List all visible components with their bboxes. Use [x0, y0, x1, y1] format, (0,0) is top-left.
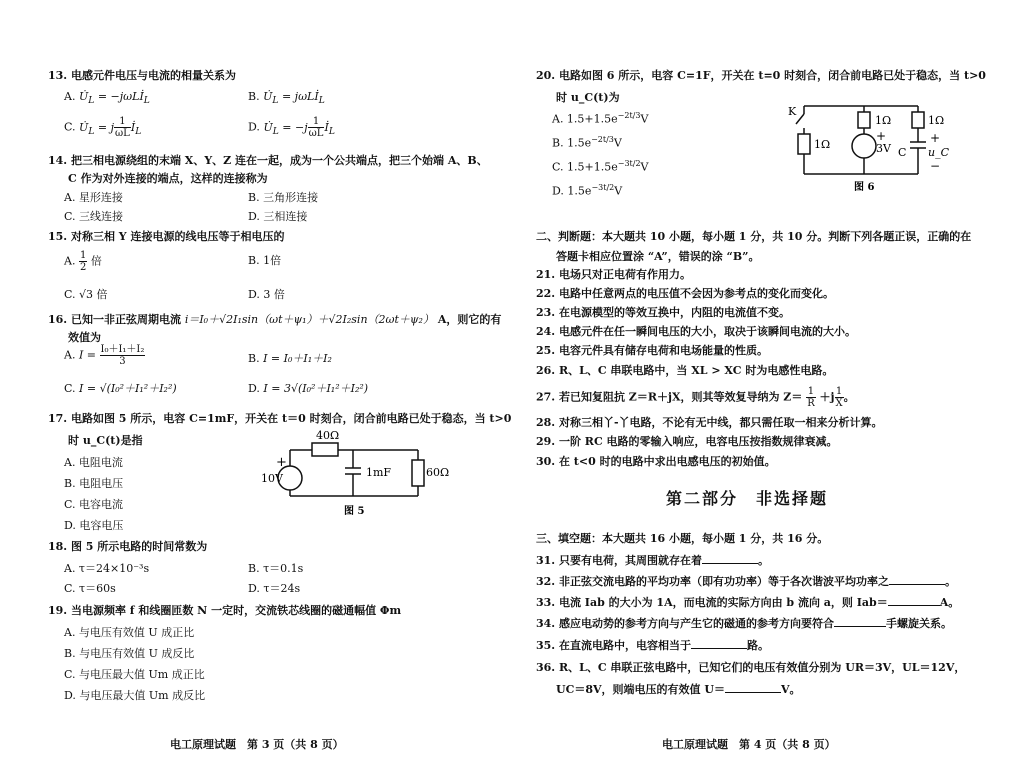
q20-option-c: C. $1.5+1.5e^{-3t/2}V$ — [552, 159, 649, 174]
q15-stem: 15. 对称三相 Y 连接电源的线电压等于相电压的 — [48, 230, 285, 243]
q16-option-b: B. I = I₀＋I₁＋I₂ — [248, 352, 332, 365]
fig6-caption: 图 6 — [854, 182, 875, 193]
fig5-r2-label: 60Ω — [426, 466, 450, 479]
fig6-source-label: 3V — [876, 142, 891, 155]
q18-option-b: B. τ＝0.1s — [248, 562, 304, 575]
q19-option-c: C. 与电压最大值 Um 成正比 — [64, 668, 205, 681]
q20-option-d: D. $1.5e^{-3t/2}V$ — [552, 183, 623, 198]
q19-option-d: D. 与电压最大值 Um 成反比 — [64, 689, 206, 702]
fig6-r3-label: 1Ω — [928, 114, 945, 127]
fig6-uc-minus: − — [930, 159, 941, 173]
q19-option-b: B. 与电压有效值 U 成反比 — [64, 647, 195, 660]
fill-item-33: 33. 电流 Iab 的大小为 1A，而电流的实际方向由 b 流向 a，则 Iab＝ A。 — [536, 596, 960, 609]
q13-option-b: B. $U̇_L$ = jωLİ$_L$ — [248, 90, 325, 107]
fill-item-31: 31. 只要有电荷，其周围就存在着 。 — [536, 554, 769, 567]
q18-stem: 18. 图 5 所示电路的时间常数为 — [48, 540, 208, 553]
q17-option-b: B. 电阻电压 — [64, 477, 124, 490]
q20-line1: 20. 电路如图 6 所示，电容 C=1F，开关在 t=0 时刻合，闭合前电路已处于稳态，当 t>0 — [536, 69, 986, 82]
q16-line1: 16. 已知一非正弦周期电流 i＝I₀＋√2I₁sin（ωt＋ψ₁）＋√2I₂sin（2ωt＋ψ₂） A，则它的有 — [48, 313, 502, 326]
fig6-cap-label: C — [898, 146, 907, 159]
fig5-caption: 图 5 — [344, 506, 365, 517]
fig5-source-label: 10V — [261, 472, 283, 485]
q19-option-a: A. 与电压有效值 U 成正比 — [64, 626, 195, 639]
q15-option-b: B. 1倍 — [248, 254, 282, 267]
fill-item-34: 34. 感应电动势的参考方向与产生它的磁通的参考方向要符合 手螺旋关系。 — [536, 617, 952, 630]
fig6-r1-label: 1Ω — [814, 138, 831, 151]
q14-line1: 14. 把三相电源绕组的末端 X、Y、Z 连在一起，成为一个公共端点，把三个始端 A、B、 — [48, 154, 488, 167]
q17-option-d: D. 电容电压 — [64, 519, 124, 532]
fill-item-36-line2: UC＝8V，则端电压的有效值 U＝ V。 — [556, 683, 801, 696]
left-page-footer: 电工原理试题 第 3 页（共 8 页） — [170, 738, 344, 751]
fig6-plus-sign: + — [876, 129, 887, 143]
q19-stem: 19. 当电源频率 f 和线圈匝数 N 一定时，交流铁芯线圈的磁通幅值 Φm — [48, 604, 402, 617]
q15-option-a: A. $\frac{1}{2}$ 倍 — [64, 250, 102, 273]
q17-option-c: C. 电容电流 — [64, 498, 124, 511]
right-page-footer: 电工原理试题 第 4 页（共 8 页） — [662, 738, 836, 751]
q13-option-c: C. $U̇_L = j$ $\frac{1}{\omega L}$ $İ_L$ — [64, 116, 142, 139]
q16-option-a: A. I = $\frac{\text{I₀＋I₁＋I₂}}{3}$ — [64, 344, 145, 367]
q16-option-c: C. I = √(I₀²＋I₁²＋I₂²) — [64, 382, 177, 395]
q17-line1: 17. 电路如图 5 所示，电容 C=1mF，开关在 t＝0 时刻合，闭合前电路已处于稳态，当 t>0 — [48, 412, 512, 425]
judge-item-27: 27. 若已知复阻抗 Z＝R＋jX，则其等效复导纳为 Z＝ $\frac{1}{R}$ ＋j $\frac{1}{X}$ 。 — [536, 386, 855, 409]
fig5-plus-sign: + — [276, 455, 287, 470]
q18-option-d: D. τ＝24s — [248, 582, 301, 595]
judge-item: 25. 电容元件具有储存电荷和电场能量的性质。 — [536, 344, 768, 357]
q14-line2: C 作为对外连接的端点，这样的连接称为 — [68, 172, 268, 185]
part2-title: 第二部分 非选择题 — [666, 489, 829, 508]
q20-option-b: B. $1.5e^{-2t/3}V$ — [552, 135, 622, 150]
q15-option-c: C. √3 倍 — [64, 288, 108, 301]
q15-option-d: D. 3 倍 — [248, 288, 285, 301]
judge-item: 21. 电场只对正电荷有作用力。 — [536, 268, 691, 281]
section3-heading: 三、填空题：本大题共 16 小题，每小题 1 分，共 16 分。 — [536, 532, 829, 545]
q20-option-a: A. $1.5+1.5e^{-2t/3}V$ — [552, 111, 649, 126]
fig6-switch-label: K — [788, 105, 797, 118]
q16-option-d: D. I = 3√(I₀²＋I₁²＋I₂²) — [248, 382, 369, 395]
fill-item-32: 32. 非正弦交流电路的平均功率（即有功功率）等于各次谐波平均功率之 。 — [536, 575, 956, 588]
fig6-r2-label: 1Ω — [875, 114, 892, 127]
fig5-r1-label: 40Ω — [316, 429, 340, 442]
fig6-uc-plus: + — [930, 131, 941, 145]
q17-line2: 时 u_C(t)是指 — [68, 434, 143, 447]
q14-option-d: D. 三相连接 — [248, 210, 308, 223]
section2-heading-line2: 答题卡相应位置涂 “A”，错误的涂 “B”。 — [556, 250, 760, 263]
q14-option-c: C. 三线连接 — [64, 210, 124, 223]
judge-item: 23. 在电源模型的等效互换中，内阻的电流值不变。 — [536, 306, 790, 319]
judge-item: 26. R、L、C 串联电路中，当 XL > XC 时为电感性电路。 — [536, 364, 834, 377]
fill-item-36-line1: 36. R、L、C 串联正弦电路中，已知它们的电压有效值分别为 UR＝3V，UL＝12V， — [536, 661, 966, 674]
q14-option-b: B. 三角形连接 — [248, 191, 319, 204]
q16-line2: 效值为 — [68, 331, 101, 344]
q18-option-a: A. τ＝24×10⁻³s — [64, 562, 150, 575]
q13-stem: 13. 电感元件电压与电流的相量关系为 — [48, 69, 236, 82]
q13-option-d: D. $U̇_L = -j$ $\frac{1}{\omega L}$ $İ_L$ — [248, 116, 335, 139]
right-page — [512, 0, 1024, 784]
fill-item-35: 35. 在直流电路中，电容相当于 路。 — [536, 639, 769, 652]
judge-item: 22. 电路中任意两点的电压值不会因为参考点的变化而变化。 — [536, 287, 834, 300]
q17-option-a: A. 电阻电流 — [64, 456, 123, 469]
figure-5-circuit — [258, 428, 458, 523]
q18-option-c: C. τ＝60s — [64, 582, 116, 595]
section2-heading-line1: 二、判断题：本大题共 10 小题，每小题 1 分，共 10 分。判断下列各题正误，正确的在 — [536, 230, 972, 243]
figure-6-circuit — [778, 96, 958, 196]
judge-item: 30. 在 t<0 时的电路中求出电感电压的初始值。 — [536, 455, 776, 468]
judge-item: 29. 一阶 RC 电路的零输入响应，电容电压按指数规律衰减。 — [536, 435, 838, 448]
q13-option-a: A. $U̇_L$ = −jωLİ$_L$ — [64, 90, 150, 107]
judge-item: 24. 电感元件在任一瞬间电压的大小，取决于该瞬间电流的大小。 — [536, 325, 856, 338]
judge-item: 28. 对称三相丫-丫电路，不论有无中线，都只需任取一相来分析计算。 — [536, 416, 883, 429]
q20-line2: 时 u_C(t)为 — [556, 91, 620, 104]
fig5-cap-label: 1mF — [366, 466, 392, 479]
q14-option-a: A. 星形连接 — [64, 191, 123, 204]
fig6-uc-label: u_C — [928, 146, 950, 159]
